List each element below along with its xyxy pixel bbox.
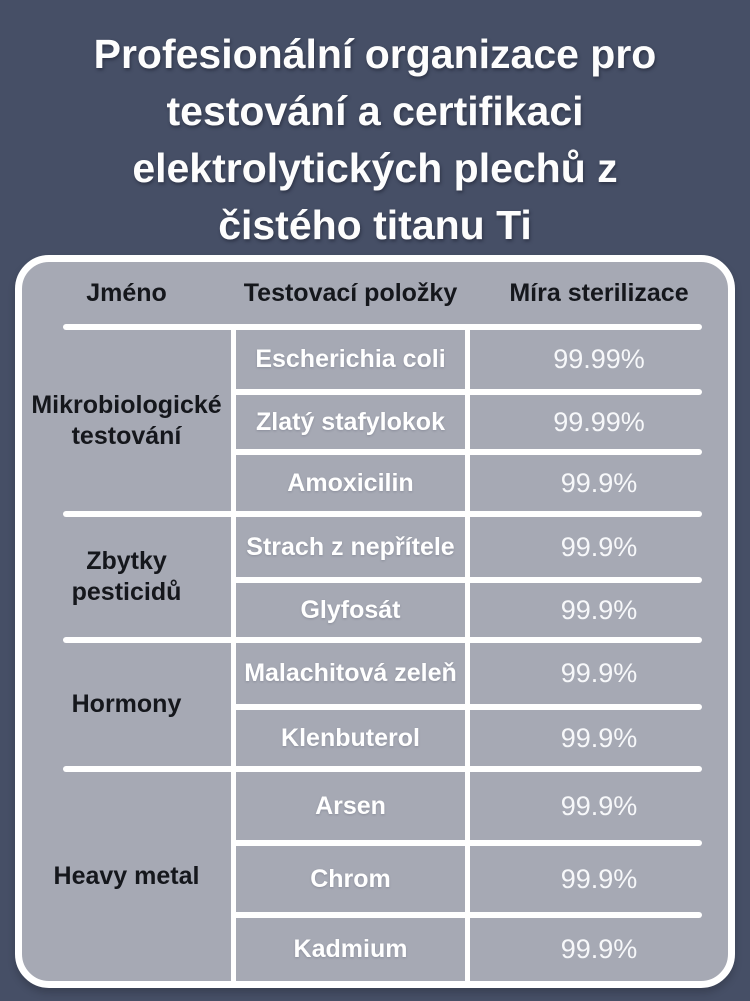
page-title [10,26,740,254]
certification-table [15,255,735,988]
title-line-1: Profesionální organizace pro [93,31,657,77]
sterilization-rate: 99.9% [560,658,638,688]
test-item: Malachitová zeleň [244,659,457,687]
test-item: Amoxicilin [287,468,414,497]
test-item: Zlatý stafylokok [256,407,445,436]
test-item: Strach z nepřítele [246,532,455,561]
title-line-3: elektrolytických plechů z [132,145,618,191]
test-item: Kadmium [293,935,408,963]
sterilization-rate: 99.9% [560,594,638,625]
test-item: Chrom [310,864,391,893]
sterilization-rate: 99.9% [560,467,638,498]
sterilization-rate: 99.9% [560,863,638,894]
sterilization-rate: 99.9% [560,722,638,753]
sterilization-rate: 99.99% [553,344,645,374]
sterilization-rate: 99.9% [560,531,638,562]
title-line-4: čistého titanu Ti [218,202,532,248]
column-header-name: Jméno [86,278,167,307]
test-item: Klenbuterol [281,723,420,752]
test-item: Arsen [315,791,386,820]
category-pesticide-residues: Zbytky pesticidů [71,547,182,606]
column-header-test-items: Testovací položky [243,278,458,307]
sterilization-rate: 99.9% [560,934,638,964]
test-item: Glyfosát [300,595,401,624]
test-item: Escherichia coli [255,345,446,373]
category-heavy-metal: Heavy metal [53,862,200,890]
title-line-2: testování a certifikaci [166,88,584,134]
sterilization-rate: 99.99% [553,406,645,437]
category-hormones: Hormony [71,690,182,718]
column-header-sterilization-rate: Míra sterilizace [509,278,689,307]
sterilization-rate: 99.9% [560,790,638,821]
category-microbiological-testing: Mikrobiologické testování [31,390,222,450]
